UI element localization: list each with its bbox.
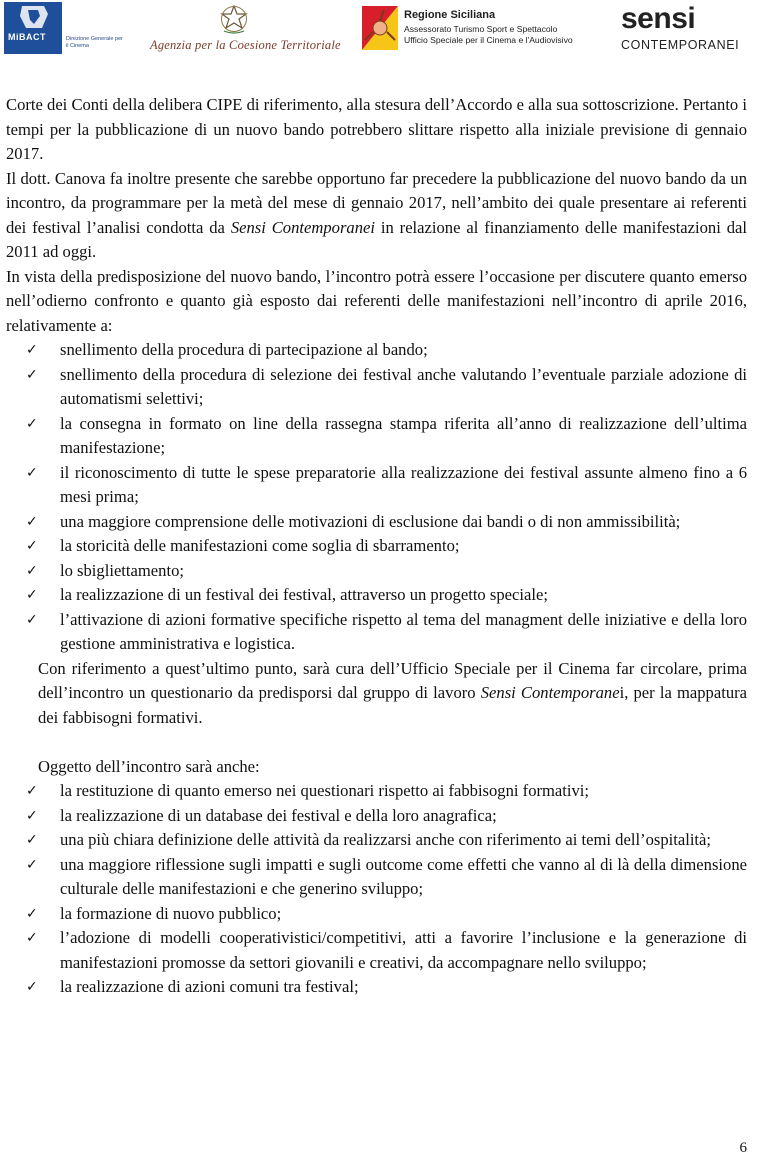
list-item <box>6 779 747 804</box>
checkmark-icon: ✓ <box>26 342 38 358</box>
list-item-text: una più chiara definizione delle attività da realizzarsi anche con riferimento ai temi dell’ospitalità; <box>60 830 712 849</box>
checkmark-icon: ✓ <box>26 930 38 946</box>
list-item-text: una maggiore riflessione sugli impatti e sugli outcome come effetti che vanno al di là della dimensione culturale delle manifestazioni e che generino sviluppo; <box>60 854 747 898</box>
list-item <box>6 926 747 975</box>
paragraph: Oggetto dell’incontro sarà anche: <box>38 756 260 776</box>
regione-assessorato: Assessorato Turismo Sport e Spettacolo <box>404 24 558 34</box>
checkmark-icon: ✓ <box>26 538 38 554</box>
checkmark-icon: ✓ <box>26 587 38 603</box>
paragraph <box>6 657 747 731</box>
checkmark-icon: ✓ <box>26 562 38 579</box>
checkmark-icon: ✓ <box>26 366 38 383</box>
list-item-text: la restituzione di quanto emerso nei questionari rispetto ai fabbisogni formativi; <box>60 781 590 800</box>
list-item <box>6 559 747 584</box>
letterhead <box>0 0 768 62</box>
checkmark-icon: ✓ <box>26 611 38 628</box>
list-item <box>6 338 747 363</box>
list-item <box>6 461 747 510</box>
checkmark-icon: ✓ <box>26 783 38 799</box>
page-number: 6 <box>739 1140 747 1156</box>
checkmark-icon: ✓ <box>26 979 38 995</box>
list-item-text: una maggiore comprensione delle motivazioni di esclusione dai bandi o di non ammissibilità; <box>60 511 681 531</box>
mibact-emblem-icon <box>4 2 62 32</box>
checkmark-icon: ✓ <box>26 856 38 873</box>
list-item-text: la realizzazione di un database dei festival e della loro anagrafica; <box>60 805 497 825</box>
checkmark-icon: ✓ <box>26 905 38 922</box>
list-item <box>6 583 747 608</box>
paragraph: In vista della predisposizione del nuovo bando, l’incontro potrà essere l’occasione per discutere quanto emerso nell’odierno confronto e quanto già esposto dai referenti delle manifestazioni nell’incontro di aprile 2016, relativamente a: <box>6 266 747 335</box>
regione-ufficio: Ufficio Speciale per il Cinema e l'Audiovisivo <box>404 35 573 45</box>
list-item-text: la formazione di nuovo pubblico; <box>60 903 282 923</box>
document-body <box>6 93 747 1000</box>
checkmark-icon: ✓ <box>26 807 38 824</box>
paragraph: Corte dei Conti della delibera CIPE di riferimento, alla stesura dell’Accordo e alla sua sottoscrizione. Pertanto i tempi per la pubblicazione di un nuovo bando potrebbero slittare rispetto alla iniziale previsione di gennaio 2017. <box>6 95 747 163</box>
sensi-wordmark: sensi <box>621 2 696 35</box>
regione-title: Regione Siciliana <box>404 9 496 21</box>
list-item <box>6 828 747 853</box>
mibact-subtitle: Direzione Generale per il Cinema <box>66 36 123 49</box>
list-item <box>6 804 747 829</box>
italian-emblem-icon <box>220 5 248 35</box>
list-item-text: il riconoscimento di tutte le spese preparatorie alla realizzazione dei festival assunte almeno fino a 6 mesi prima; <box>60 462 747 506</box>
list-item-text: la storicità delle manifestazioni come soglia di sbarramento; <box>60 536 460 555</box>
mibact-logo <box>4 2 62 54</box>
list-item <box>6 510 747 535</box>
list-item-text: snellimento della procedura di partecipazione al bando; <box>60 340 428 359</box>
paragraph-text: in relazione al finanziamento delle manifestazioni dal 2011 ad oggi. <box>6 217 748 261</box>
checkmark-icon: ✓ <box>26 513 38 530</box>
list-item <box>6 608 747 657</box>
sensi-subtitle: CONTEMPORANEI <box>621 38 740 52</box>
paragraph-text: Con riferimento a quest’ultimo punto, sarà cura dell’Ufficio Speciale per il Cinema far circolare, prima dell’incontro un questionario da predisporsi dal gruppo di lavoro <box>38 658 747 702</box>
list-item-text: l’adozione di modelli cooperativistici/competitivi, atti a favorire l’inclusione e la generazione di manifestazioni promosse da settori giovanili e creativi, da accompagnare nello sviluppo; <box>60 928 747 972</box>
list-item-text: l’attivazione di azioni formative specifiche rispetto al tema del managment delle iniziative e della loro gestione amministrativa e logistica. <box>60 609 747 653</box>
paragraph-text: i, per la mappatura dei fabbisogni formativi. <box>38 683 748 727</box>
list-item <box>6 412 747 461</box>
emphasis-text: Sensi Contemporanei <box>230 217 375 237</box>
list-item <box>6 534 747 559</box>
checkmark-icon: ✓ <box>26 832 38 848</box>
list-item-text: la realizzazione di azioni comuni tra festival; <box>60 977 359 996</box>
list-item <box>6 853 747 902</box>
checklist <box>6 779 747 1000</box>
checkmark-icon: ✓ <box>26 415 38 432</box>
list-item <box>6 363 747 412</box>
sensi-contemporanei-logo <box>617 2 757 56</box>
trinacria-icon <box>362 6 398 50</box>
paragraph-text: Il dott. Canova fa inoltre presente che sarebbe opportuno far precedere la pubblicazione del nuovo bando da un incontro, da programmare per la metà del mese di gennaio 2017, nell’ambito dei quale presentare ai referenti dei festival l’analisi condotta da <box>6 168 747 237</box>
emphasis-text: Sensi Contemporane <box>480 683 620 702</box>
agenzia-name: Agenzia per la Coesione Territoriale <box>150 38 341 52</box>
spacer <box>6 730 747 755</box>
list-item-text: lo sbigliettamento; <box>60 560 184 580</box>
list-item <box>6 975 747 1000</box>
list-item-text: la consegna in formato on line della rassegna stampa riferita all’anno di realizzazione dell’ultima manifestazione; <box>60 413 747 457</box>
agenzia-logo <box>150 5 341 55</box>
checklist <box>6 338 747 657</box>
checkmark-icon: ✓ <box>26 464 38 481</box>
list-item-text: snellimento della procedura di selezione dei festival anche valutando l’eventuale parziale adozione di automatismi selettivi; <box>60 364 747 408</box>
mibact-mark: MiBACT <box>8 32 46 42</box>
regione-logo <box>362 4 592 54</box>
list-item-text: la realizzazione di un festival dei festival, attraverso un progetto speciale; <box>60 585 548 604</box>
paragraph <box>6 167 747 265</box>
list-item <box>6 902 747 927</box>
